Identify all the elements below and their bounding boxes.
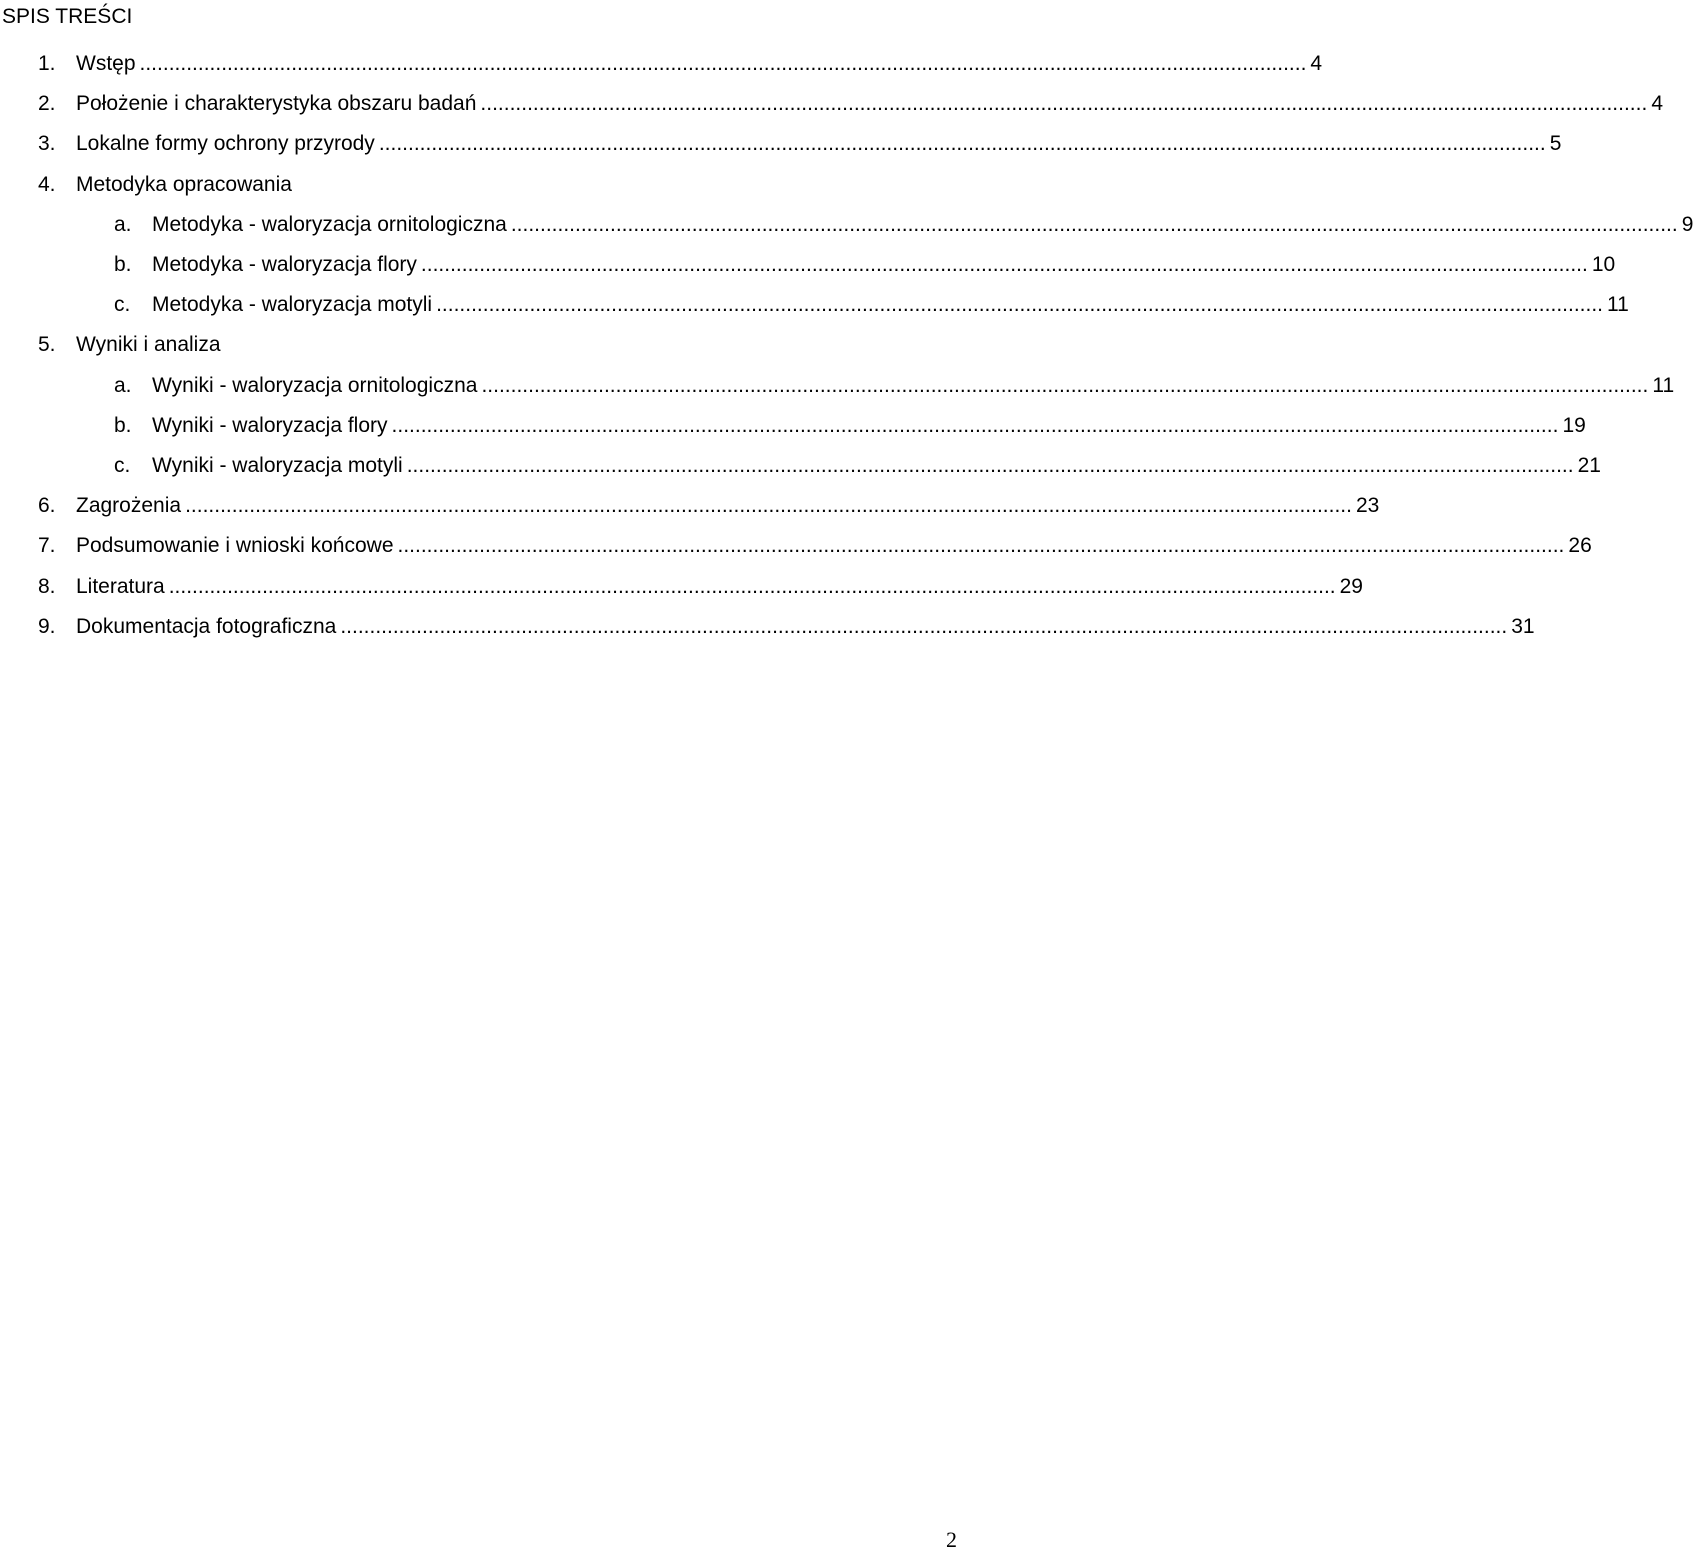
toc-title: SPIS TREŚCI	[2, 5, 133, 28]
toc-entry[interactable]	[38, 131, 1562, 157]
toc-entry-page: 11	[1607, 293, 1629, 316]
toc-entry[interactable]	[38, 493, 1380, 519]
toc-entry-number: a.	[114, 374, 132, 397]
toc-dot-leader: ........................................................................................................................................................................................................	[391, 414, 1559, 437]
toc-entry-page: 21	[1577, 454, 1601, 477]
toc-entry-number: 2.	[38, 92, 56, 115]
toc-entry[interactable]	[114, 373, 1675, 399]
toc-entry[interactable]	[38, 172, 953, 198]
toc-entry-page: 9	[1681, 213, 1693, 236]
page-number: 2	[946, 1527, 957, 1552]
toc-entry[interactable]	[38, 533, 1592, 559]
toc-entry-number: 4.	[38, 173, 56, 196]
toc-entry-title: Podsumowanie i wnioski końcowe	[76, 534, 394, 557]
toc-entry-title: Metodyka - waloryzacja flory	[152, 253, 417, 276]
toc-entry-number: b.	[114, 414, 132, 437]
toc-dot-leader: ........................................................................................................................................................................................................	[168, 575, 1336, 598]
toc-entry-number: 3.	[38, 132, 56, 155]
toc-entry-number: 7.	[38, 534, 56, 557]
toc-entry-number: b.	[114, 253, 132, 276]
toc-dot-leader: ........................................................................................................................................................................................................	[420, 253, 1588, 276]
toc-entry-number: 8.	[38, 575, 56, 598]
toc-entry-title: Dokumentacja fotograficzna	[76, 615, 337, 638]
toc-entry[interactable]	[38, 574, 1363, 600]
toc-entry-page: 29	[1339, 575, 1363, 598]
toc-entry-number: 1.	[38, 52, 56, 75]
toc-entry-page: 11	[1652, 374, 1675, 397]
toc-entry-title: Metodyka opracowania	[76, 173, 292, 196]
toc-entry-title: Położenie i charakterystyka obszaru badań	[76, 92, 477, 115]
toc-entry[interactable]	[114, 252, 1616, 278]
toc-entry[interactable]	[38, 91, 1663, 117]
toc-entry-title: Wyniki - waloryzacja motyli	[152, 454, 403, 477]
toc-dot-leader: ........................................................................................................................................................................................................	[436, 293, 1603, 316]
toc-entry-title: Literatura	[76, 575, 165, 598]
toc-entry-page: 26	[1568, 534, 1592, 557]
toc-entry-number: c.	[114, 293, 131, 316]
toc-entry-number: 9.	[38, 615, 56, 638]
toc-entry-number: c.	[114, 454, 131, 477]
toc-entry-number: 6.	[38, 494, 56, 517]
toc-dot-leader: ........................................................................................................................................................................................................	[406, 454, 1574, 477]
toc-dot-leader: ........................................................................................................................................................................................................	[378, 132, 1546, 155]
toc-dot-leader: ........................................................................................................................................................................................................	[397, 534, 1565, 557]
toc-entry-number: a.	[114, 213, 132, 236]
toc-dot-leader: ........................................................................................................................................................................................................	[185, 494, 1352, 517]
toc-entry-page: 4	[1310, 52, 1323, 75]
toc-entry[interactable]	[114, 292, 1629, 318]
toc-entry-page: 4	[1651, 92, 1663, 115]
toc-entry[interactable]	[38, 614, 1535, 640]
toc-entry[interactable]	[38, 51, 1323, 77]
toc-entry[interactable]	[114, 453, 1601, 479]
toc-entry-title: Metodyka - waloryzacja motyli	[152, 293, 433, 316]
toc-entry[interactable]	[114, 212, 1693, 238]
toc-entry-title: Wyniki i analiza	[76, 333, 221, 356]
toc-entry-title: Metodyka - waloryzacja ornitologiczna	[152, 213, 507, 236]
toc-entry[interactable]	[38, 332, 953, 358]
toc-entry-page: 19	[1562, 414, 1586, 437]
toc-entry-page: 31	[1511, 615, 1535, 638]
toc-entry-number: 5.	[38, 333, 56, 356]
toc-entry-page: 23	[1355, 494, 1380, 517]
toc-dot-leader: ........................................................................................................................................................................................................	[139, 52, 1307, 75]
toc-dot-leader: ........................................................................................................................................................................................................	[510, 213, 1678, 236]
toc-entry-page: 5	[1549, 132, 1562, 155]
toc-entry-title: Zagrożenia	[76, 494, 182, 517]
toc-entry-title: Lokalne formy ochrony przyrody	[76, 132, 375, 155]
toc-entry-title: Wyniki - waloryzacja flory	[152, 414, 388, 437]
toc-dot-leader: ........................................................................................................................................................................................................	[340, 615, 1508, 638]
toc-entry-title: Wstęp	[76, 52, 136, 75]
toc-dot-leader: ........................................................................................................................................................................................................	[480, 92, 1648, 115]
toc-entry-title: Wyniki - waloryzacja ornitologiczna	[152, 374, 478, 397]
toc-entry[interactable]	[114, 413, 1586, 439]
toc-entry-page: 10	[1591, 253, 1616, 276]
toc-dot-leader: ........................................................................................................................................................................................................	[481, 374, 1649, 397]
